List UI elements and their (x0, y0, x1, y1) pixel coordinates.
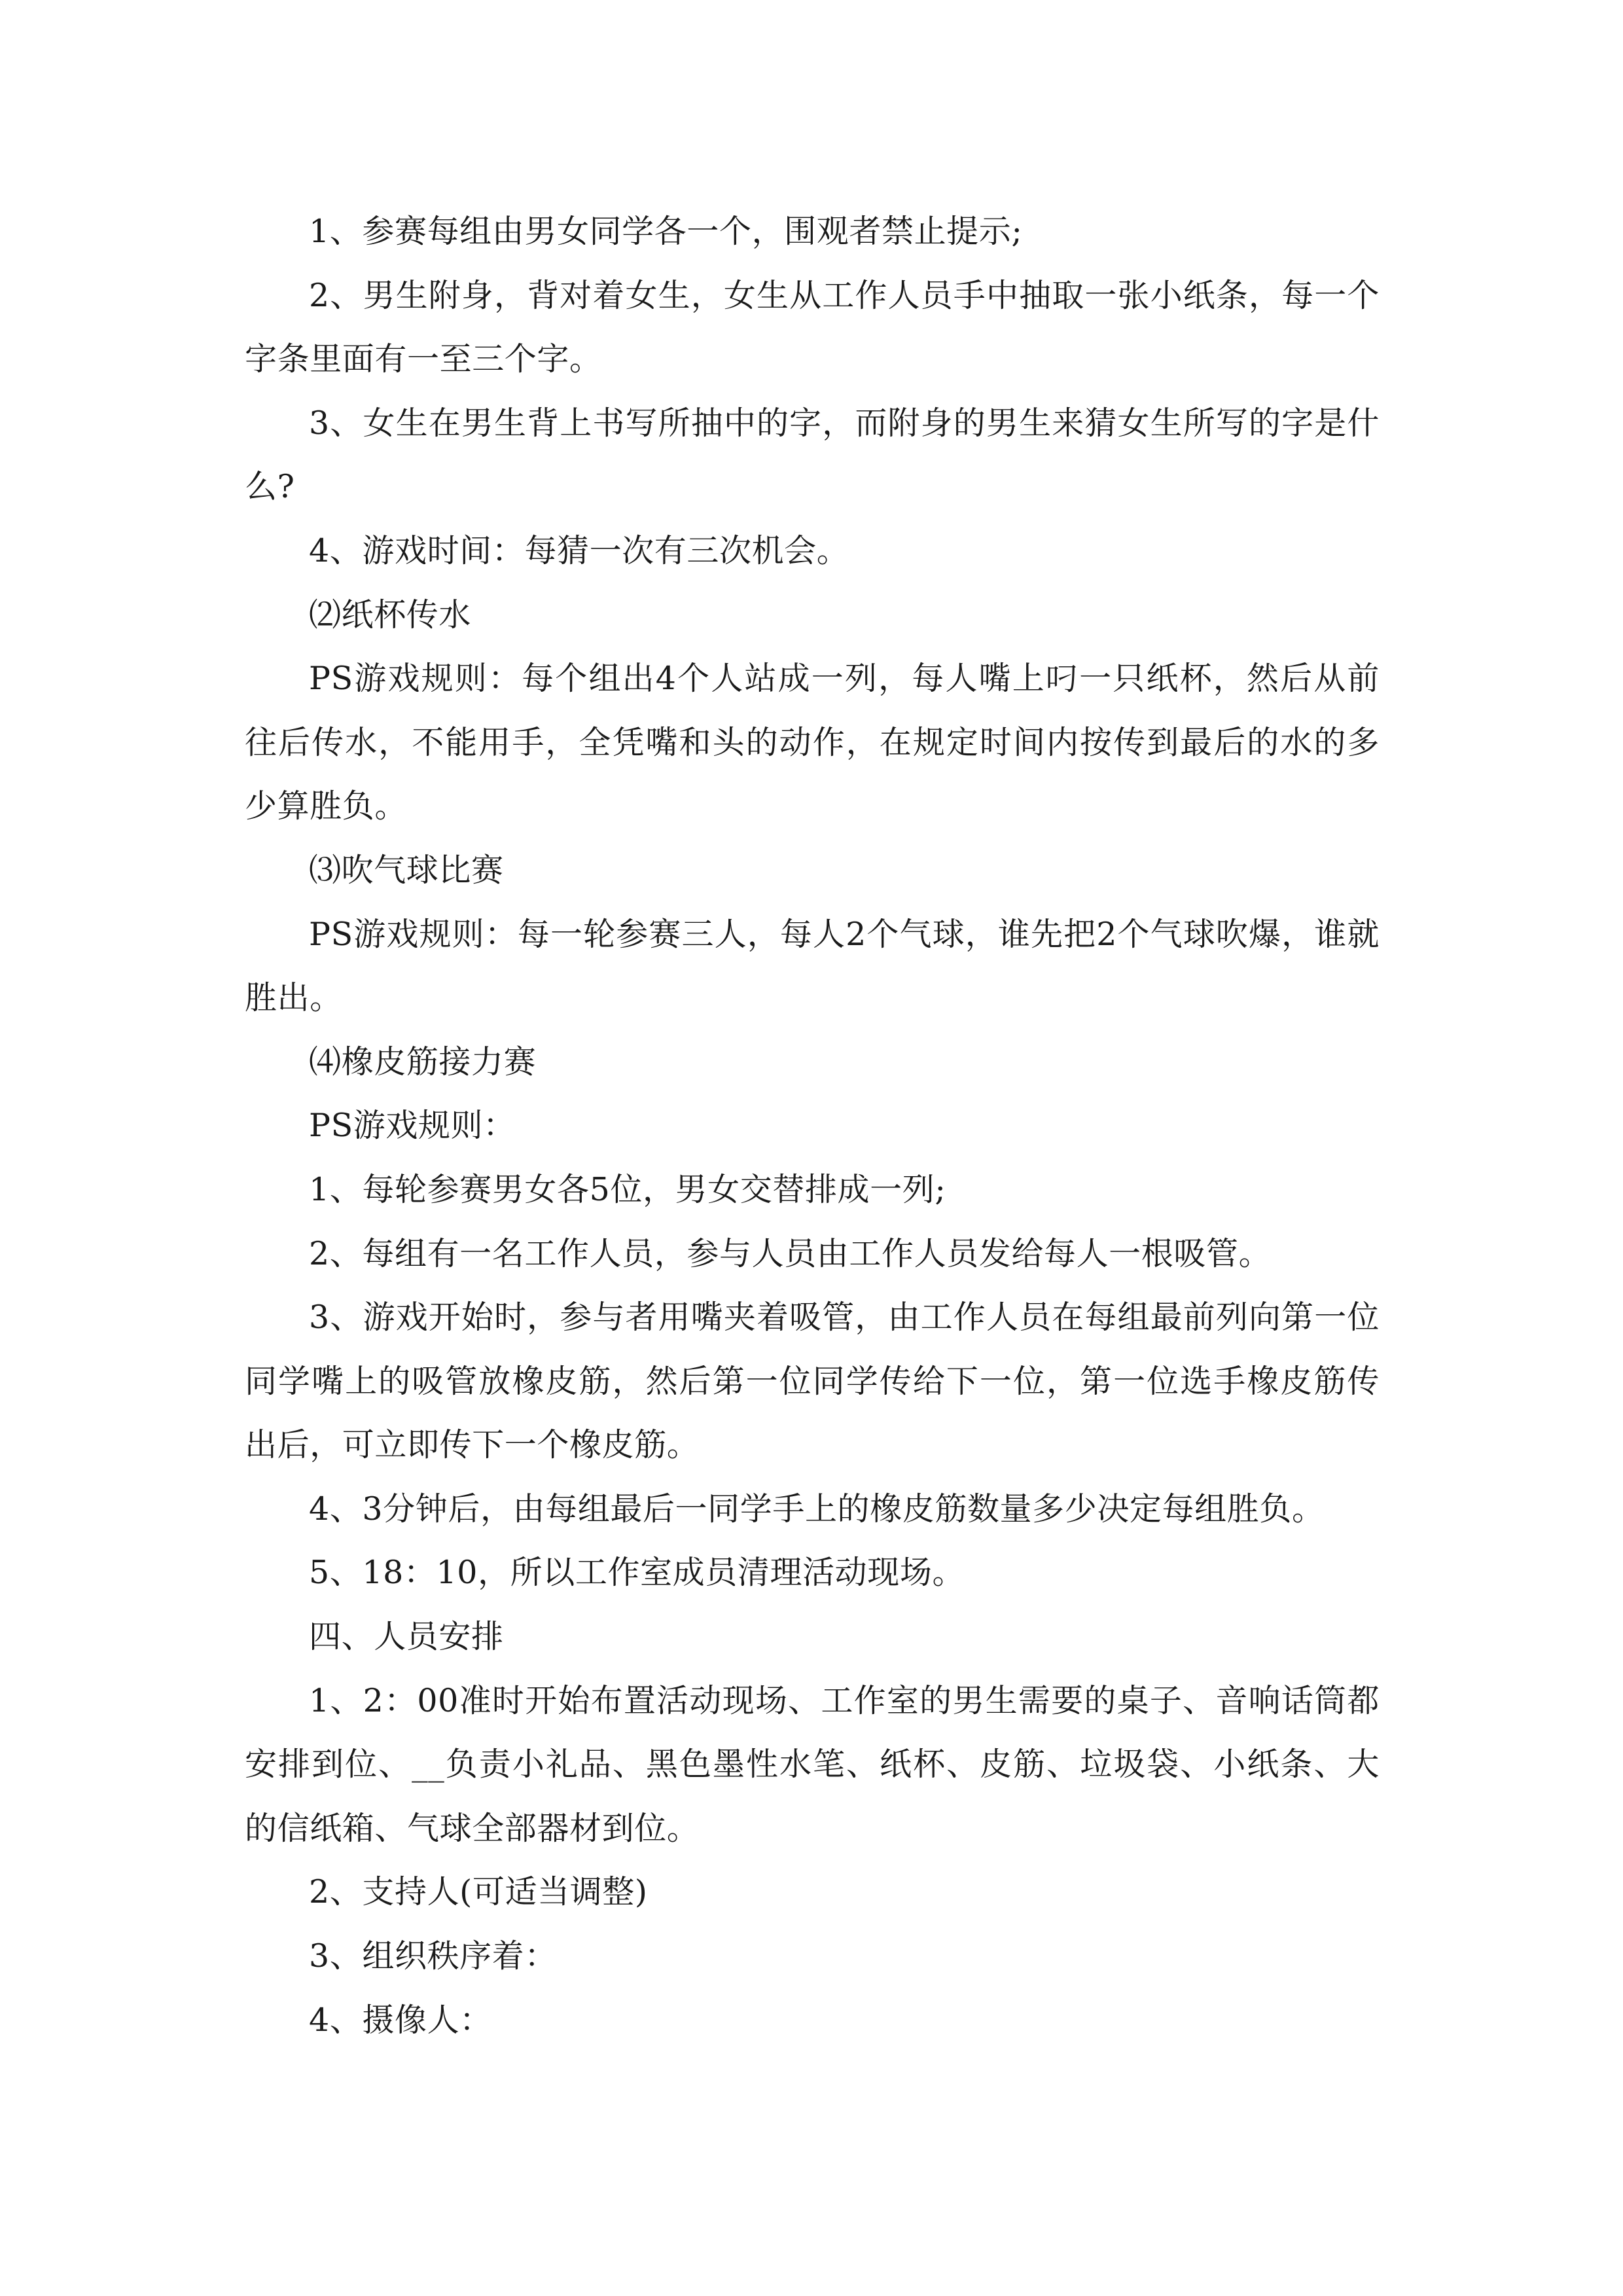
paragraph-staffing-4: 4、摄像人： (309, 2001, 492, 2039)
paragraph-rubber-band-rule-5: 5、18：10，所以工作室成员清理活动现场。 (309, 1554, 965, 1592)
paragraph-rubber-band-rule-1: 1、每轮参赛男女各5位，男女交替排成一列; (309, 1170, 946, 1208)
paragraph-rubber-band-rules-title: PS游戏规则： (309, 1107, 516, 1145)
section-heading-rubber-band: ⑷橡皮筋接力赛 (309, 1043, 537, 1081)
section-heading-balloon: ⑶吹气球比赛 (309, 851, 504, 889)
paragraph-rubber-band-rule-4: 4、3分钟后，由每组最后一同学手上的橡皮筋数量多少决定每组胜负。 (309, 1490, 1325, 1528)
paragraph-paper-cup-rules: PS游戏规则：每个组出4个人站成一列，每人嘴上叼一只纸杯，然后从前往后传水，不能用手，全凭嘴和头的动作，在规定时间内按传到最后的水的多少算胜负。 (245, 660, 1380, 825)
paragraph-balloon-rules: PS游戏规则：每一轮参赛三人，每人2个气球，谁先把2个气球吹爆，谁就胜出。 (245, 915, 1380, 1017)
document-body (245, 200, 1380, 2052)
paragraph-rule-2: 2、男生附身，背对着女生，女生从工作人员手中抽取一张小纸条，每一个字条里面有一至三个字。 (245, 276, 1380, 378)
paragraph-staffing-3: 3、组织秩序着： (309, 1937, 557, 1975)
paragraph-staffing-1: 1、2：00准时开始布置活动现场、工作室的男生需要的桌子、音响话筒都安排到位、__负责小礼品、黑色墨性水笔、纸杯、皮筋、垃圾袋、小纸条、大的信纸箱、气球全部器材到位。 (245, 1681, 1380, 1847)
paragraph-staffing-2: 2、支持人(可适当调整) (309, 1873, 648, 1911)
section-heading-paper-cup: ⑵纸杯传水 (309, 596, 472, 634)
paragraph-rubber-band-rule-3: 3、游戏开始时，参与者用嘴夹着吸管，由工作人员在每组最前列向第一位同学嘴上的吸管放橡皮筋，然后第一位同学传给下一位，第一位选手橡皮筋传出后，可立即传下一个橡皮筋。 (245, 1299, 1380, 1464)
paragraph-rule-3: 3、女生在男生背上书写所抽中的字，而附身的男生来猜女生所写的字是什么? (245, 404, 1380, 506)
paragraph-rule-1: 1、参赛每组由男女同学各一个，围观者禁止提示; (309, 213, 1023, 250)
paragraph-rule-4: 4、游戏时间：每猜一次有三次机会。 (309, 531, 849, 569)
section-heading-staffing: 四、人员安排 (309, 1618, 504, 1656)
paragraph-rubber-band-rule-2: 2、每组有一名工作人员，参与人员由工作人员发给每人一根吸管。 (309, 1234, 1272, 1272)
